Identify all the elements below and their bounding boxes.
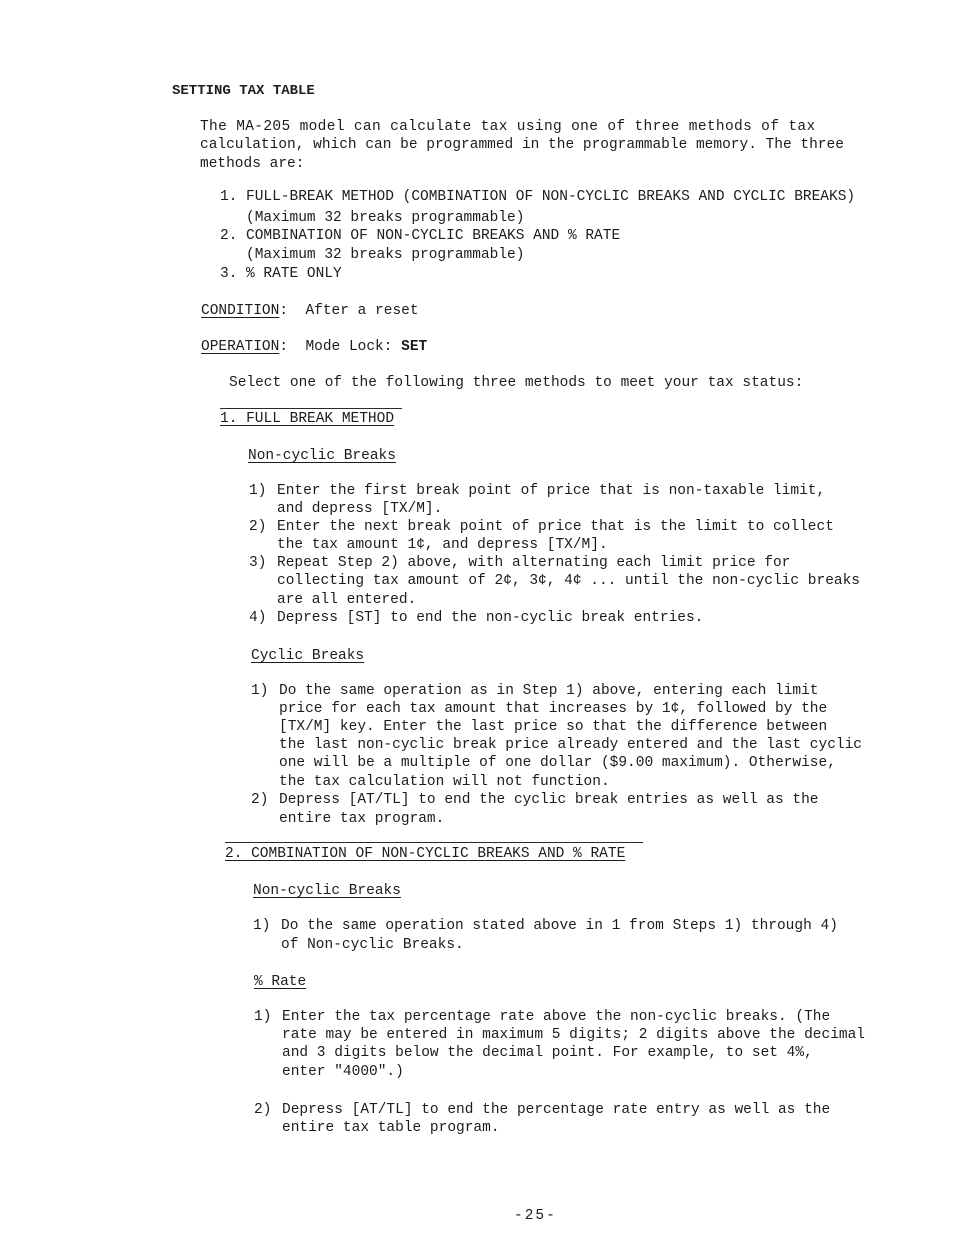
step-number: 1) (249, 483, 267, 499)
step-text: one will be a multiple of one dollar ($9.00 maximum). Otherwise, (279, 755, 836, 771)
noncyclic-breaks-heading: Non-cyclic Breaks (248, 448, 396, 464)
noncyclic-breaks-heading-2: Non-cyclic Breaks (253, 883, 401, 899)
method-item (220, 227, 620, 245)
method-label: % RATE ONLY (246, 266, 342, 282)
step-text: Depress [ST] to end the non-cyclic break entries. (277, 610, 704, 626)
method-number: 3. (220, 266, 238, 282)
step-text: price for each tax amount that increases by 1¢, followed by the (279, 701, 828, 717)
condition-value: After a reset (305, 303, 419, 319)
step-text: entire tax program. (279, 811, 445, 827)
method-label: FULL-BREAK METHOD (COMBINATION OF NON-CYCLIC BREAKS AND CYCLIC BREAKS) (246, 189, 856, 205)
step-text: the tax amount 1¢, and depress [TX/M]. (277, 537, 608, 553)
section-1-title: 1. FULL BREAK METHOD (220, 411, 395, 427)
step-item (254, 1008, 830, 1026)
step-number: 1) (253, 918, 271, 934)
step-item (249, 554, 790, 572)
condition-row: CONDITION: After a reset (201, 303, 419, 319)
rate-heading: % Rate (254, 974, 307, 990)
step-text: Depress [AT/TL] to end the percentage rate entry as well as the (282, 1102, 831, 1118)
condition-label: CONDITION (201, 303, 280, 319)
operation-prefix: Mode Lock: (305, 339, 393, 355)
step-text: rate may be entered in maximum 5 digits; 2 digits above the decimal (282, 1027, 865, 1043)
step-text: and depress [TX/M]. (277, 501, 443, 517)
step-text: the tax calculation will not function. (279, 774, 610, 790)
method-item (220, 188, 855, 206)
step-text: Enter the next break point of price that is the limit to collect (277, 519, 834, 535)
step-item (249, 482, 825, 500)
method-item (220, 265, 342, 283)
step-text: [TX/M] key. Enter the last price so that the difference between (279, 719, 828, 735)
step-text: Enter the first break point of price that is non-taxable limit, (277, 483, 826, 499)
step-number: 2) (249, 519, 267, 535)
intro-line-1: The MA-205 model can calculate tax using one of three methods of tax (200, 119, 816, 135)
method-number: 2. (220, 228, 238, 244)
step-text: Repeat Step 2) above, with alternating each limit price for (277, 555, 791, 571)
intro-line-3: methods are: (200, 156, 305, 172)
step-text: enter "4000".) (282, 1064, 404, 1080)
select-instruction: Select one of the following three methods to meet your tax status: (229, 375, 804, 391)
cyclic-breaks-heading: Cyclic Breaks (251, 648, 365, 664)
method-note: (Maximum 32 breaks programmable) (246, 247, 525, 263)
step-text: the last non-cyclic break price already entered and the last cyclic (279, 737, 862, 753)
step-item (251, 791, 819, 809)
intro-line-2: calculation, which can be programmed in the programmable memory. The three (200, 137, 844, 153)
page-number: -25- (514, 1208, 557, 1224)
step-text: of Non-cyclic Breaks. (281, 937, 464, 953)
step-number: 2) (254, 1102, 272, 1118)
step-text: and 3 digits below the decimal point. For example, to set 4%, (282, 1045, 813, 1061)
step-number: 4) (249, 610, 267, 626)
step-number: 3) (249, 555, 267, 571)
step-text: collecting tax amount of 2¢, 3¢, 4¢ ... until the non-cyclic breaks (277, 573, 860, 589)
step-item (253, 917, 838, 935)
section-2-title: 2. COMBINATION OF NON-CYCLIC BREAKS AND % RATE (225, 846, 626, 862)
operation-value: SET (401, 339, 428, 355)
step-item (254, 1101, 830, 1119)
operation-label: OPERATION (201, 339, 280, 355)
step-number: 1) (254, 1009, 272, 1025)
step-item (249, 518, 834, 536)
step-text: Do the same operation as in Step 1) above, entering each limit (279, 683, 819, 699)
step-text: entire tax table program. (282, 1120, 500, 1136)
step-item (251, 682, 819, 700)
section-1-overline (220, 408, 402, 409)
step-text: Do the same operation stated above in 1 from Steps 1) through 4) (281, 918, 838, 934)
method-number: 1. (220, 189, 238, 205)
method-label: COMBINATION OF NON-CYCLIC BREAKS AND % RATE (246, 228, 621, 244)
page-title: SETTING TAX TABLE (172, 83, 315, 99)
method-note: (Maximum 32 breaks programmable) (246, 210, 525, 226)
step-number: 2) (251, 792, 269, 808)
section-2-overline (225, 842, 643, 843)
step-item (249, 609, 703, 627)
step-number: 1) (251, 683, 269, 699)
step-text: Enter the tax percentage rate above the non-cyclic breaks. (The (282, 1009, 831, 1025)
operation-row: OPERATION: Mode Lock: SET (201, 339, 428, 355)
step-text: Depress [AT/TL] to end the cyclic break entries as well as the (279, 792, 819, 808)
step-text: are all entered. (277, 592, 417, 608)
